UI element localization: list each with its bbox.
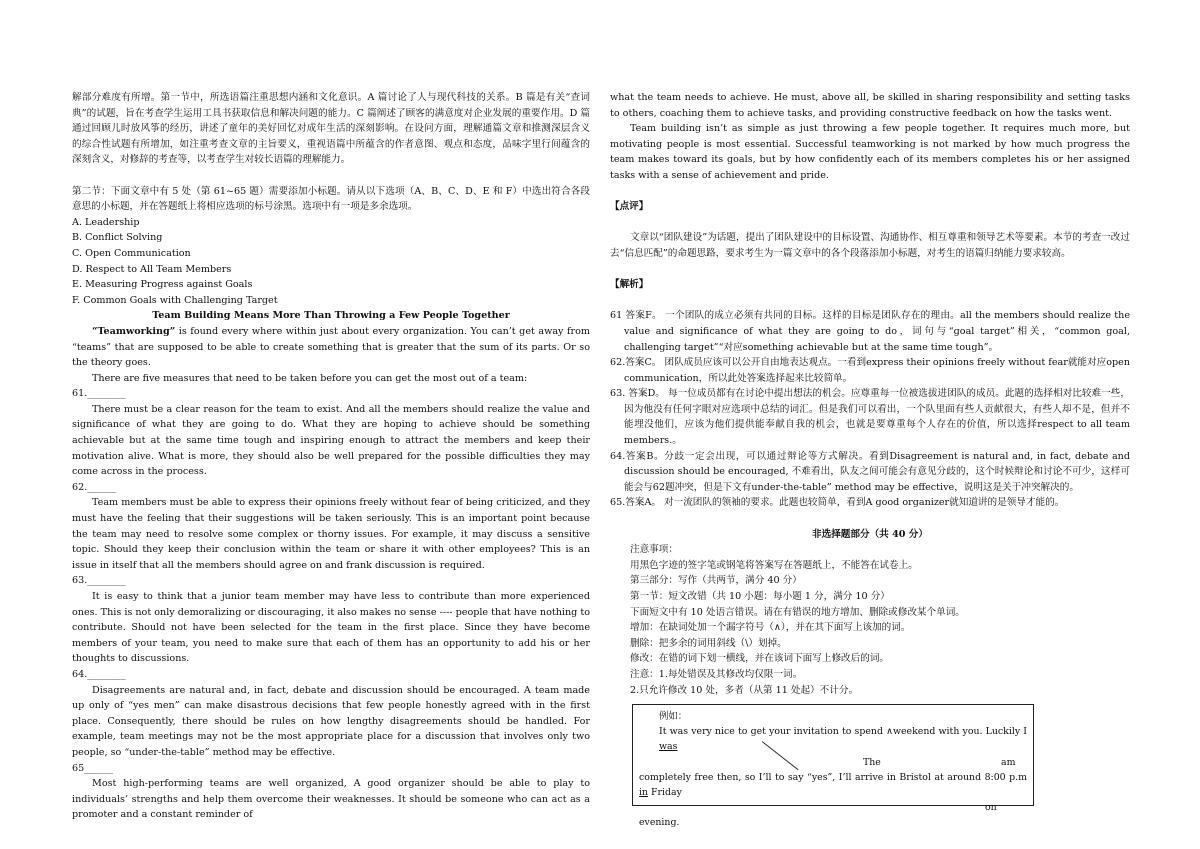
note-4: 下面短文中有 10 处语言错误。请在有错误的地方增加、删除或修改某个单词。: [630, 606, 965, 618]
option-d: D. Respect to All Team Members: [72, 263, 232, 275]
note-1: 用黑色字迹的签字笔或钢笔将答案写在答题纸上，不能答在试卷上。: [630, 559, 918, 571]
blank-63: 63.________: [72, 575, 126, 587]
example-box: [632, 704, 1034, 829]
continued-paragraph: what the team needs to achieve. He must, above all, be skilled in sharing responsibility and setting tasks to others, coaching them to achieve tasks, and providing constructive feedback on how the tasks went.: [610, 92, 1130, 119]
left-column: [72, 90, 590, 823]
answer-65: 65.答案A。 对一流团队的领袖的要求。此题也较简单，看到A good organizer就知道讲的是领导才能的。: [610, 497, 1065, 509]
note-9: 2.只允许修改 10 处，多者（从第 11 处起）不计分。: [630, 684, 859, 696]
answer-64: 64.答案B。分歧一定会出现，可以通过辩论等方式解决。看到Disagreement is natural and, in fact, debate and discussion should be encouraged, 不难看出，队友之间可能会有意见分歧的，这个时候辩论和讨论不可少，这样可能会与62题冲突，但是下文有under-the-table” method may be effective，说明这是关于冲突解决的。: [610, 450, 1130, 493]
lead-paragraph: [72, 324, 590, 371]
option-f: F. Common Goals with Challenging Target: [72, 294, 278, 306]
blank-61: 61.________: [72, 388, 126, 400]
example-line-3: evening.: [639, 817, 680, 829]
underlined-was: was: [659, 741, 678, 753]
lead-bold-term: “Teamworking”: [92, 325, 176, 337]
paragraph-62: Team members must be able to express their opinions freely without fear of being criticized, and they must have the feeling that their suggestions will be taken seriously. This is an important point because the team may need to resolve some complex or thorny issues. For example, it may discuss a sensitive topic. Should they keep their conclusion within the team or share it with other employees? This is an issue in itself that all the members should agree on and frank discussion is required.: [72, 497, 590, 571]
note-5: 增加：在缺词处加一个漏字符号（∧），并在其下面写上该加的词。: [630, 622, 911, 634]
part-title: 非选择题部分（共 40 分）: [812, 528, 928, 540]
section-instruction: 第二节：下面文章中有 5 处（第 61~65 题）需要添加小标题。请从以下选项（A、B、C、D、E 和 F）中选出符合各段意思的小标题，并在答题纸上将相应选项的标号涂黑。选项中有一项是多余选项。: [72, 185, 590, 213]
option-b: B. Conflict Solving: [72, 232, 163, 244]
paragraph-63: It is easy to think that a junior team member may have less to contribute than more experienced ones. This is not only demoralizing or discouraging, it also makes no sense ---- people that have nothing to contribute. Should not have been selected for the team in the first place. Since they have become members of your team, you need to make sure that each of them has an opportunity to add his or her thoughts to discussions.: [72, 591, 590, 665]
five-measures: There are five measures that need to be taken before you can get the most out of a team:: [92, 372, 528, 384]
note-7: 修改：在错的词下划一横线，并在该词下面写上修改后的词。: [630, 653, 890, 665]
example-corrections-2: [639, 800, 1027, 815]
right-column: [610, 90, 1130, 698]
note-3: 第一节：短文改错（共 10 小题：每小题 1 分，满分 10 分）: [630, 591, 890, 602]
example-line-1: It was very nice to get your invitation to spend ∧weekend with you. Luckily I was: [659, 726, 1027, 753]
option-c: C. Open Communication: [72, 247, 191, 259]
blank-64: 64.________: [72, 668, 126, 680]
intro-paragraph: 解部分难度有所增。第一节中，所选语篇注重思想内涵和文化意识。A 篇讨论了人与现代科技的关系。B 篇是有关“查词典”的试题，旨在考查学生运用工具书获取信息和解决问题的能力。C 篇阐述了顾客的满意度对企业发展的重要作用。D 篇通过回顾儿时放风筝的经历，讲述了童年的美好回忆对成年生活的深刻影响。在设问方面，理解通篇文章和推测深层含义的综合性试题有所增加，如注重考查文章的主旨要义，重视语篇中所蕴含的作者意图、观点和态度，品味字里行间蕴含的深刻含义，对修辞的考查等，以考查学生对较长语篇的理解能力。: [72, 92, 590, 166]
lead-text: is found every where within just about every organization. You can’t get away from “teams” that are supposed to be able to create something that is greater that the sum of its parts. Or so the theory goes.: [72, 325, 590, 369]
article-title: Team Building Means More Than Throwing a Few People Together: [152, 310, 510, 322]
option-e: E. Measuring Progress against Goals: [72, 279, 253, 291]
comment-text: 文章以“团队建设”为话题，提出了团队建设中的目标设置、沟通协作、相互尊重和领导艺术等要素。本节的考查一改过去“信息匹配”的命题思路，要求考生为一篇文章中的各个段落添加小标题，对考生的语篇归纳能力要求较高。: [610, 232, 1130, 259]
comment-heading: 【点评】: [610, 201, 649, 213]
note-8: 注意：1.每处错误及其修改均仅限一词。: [630, 668, 803, 680]
notes-list: [610, 542, 1130, 698]
answer-63: 63. 答案D。 每一位成员都有在讨论中提出想法的机会。应尊重每一位被选拔进团队的成员。此题的选择相对比较难一些，因为他没有任何字眼对应选项中总结的词汇。但是我们可以看出，一个队里面有些人贡献很大，有些人却不是，但并不能埋没他们，应该为他们提供能奉献自我的机会，也就是要尊重每个人存在的价值，所以选择respect to all team members.。: [610, 388, 1130, 447]
correction-the: The: [863, 756, 881, 768]
example-label: 例如：: [659, 711, 688, 722]
option-a: A. Leadership: [72, 216, 140, 228]
blank-62: 62.______: [72, 481, 117, 493]
paragraph-61: There must be a clear reason for the team to exist. And all the members should realize the value and significance of what they are going to do. What they are hoping to achieve should be something achievable but at the same time tough and inspiring enough to attract the members and keep their motivation alive. What is more, they should also be well prepared for the possible difficulties they may come across in the process.: [72, 403, 590, 478]
note-2: 第三部分：写作（共两节，满分 40 分）: [630, 575, 802, 587]
blank-65: 65______: [72, 762, 113, 774]
underlined-in: in: [639, 787, 649, 798]
correction-am: am: [1001, 756, 1016, 768]
example-corrections-1: [639, 755, 1027, 770]
paragraph-64: Disagreements are natural and, in fact, debate and discussion should be encouraged. A team made up only of “yes men” can make disastrous decisions that few people honestly agreed with in the first place. Consequently, there should be rules on how lengthy disagreements should be handled. For example, team meetings may not be the most appropriate place for a discussion that involves only two people, so “under-the-table” method may be effective.: [72, 684, 590, 758]
paragraph-65: Most high-performing teams are well organized, A good organizer should be able to play to individuals’ strengths and help them overcome their weaknesses. It should be someone who can act as a promoter and a constant reminder of: [72, 778, 590, 821]
analysis-heading: 【解析】: [610, 279, 649, 291]
note-6: 删除：把多余的词用斜线（\）划掉。: [630, 637, 787, 649]
answer-62: 62.答案C。 团队成员应该可以公开自由地表达观点。一看到express their opinions freely without fear就能对应open communication，所以此处答案选择起来比较简单。: [610, 357, 1130, 384]
correction-on: on: [985, 802, 997, 814]
closing-paragraph: Team building isn’t as simple as just throwing a few people together. It requires much more, but motivating people is most essential. Successful teamworking is not marked by how much progress the team makes toward its goals, but by how confidently each of its members completes his or her assigned tasks with a sense of achievement and pride.: [610, 123, 1130, 181]
note-0: 注意事项：: [630, 544, 678, 556]
answer-61: 61 答案F。 一个团队的成立必须有共同的目标。这样的目标是团队存在的理由。all the members should realize the value and significance of what they are going to do，词句与“goal target”相关，“common goal, challenging target”“对应something achievable but at the same time tough”。: [610, 310, 1130, 353]
example-line-2: completely free then, so I’ll to say “yes”, I’ll arrive in Bristol at around 8:00 p.m in Friday: [639, 771, 1027, 798]
